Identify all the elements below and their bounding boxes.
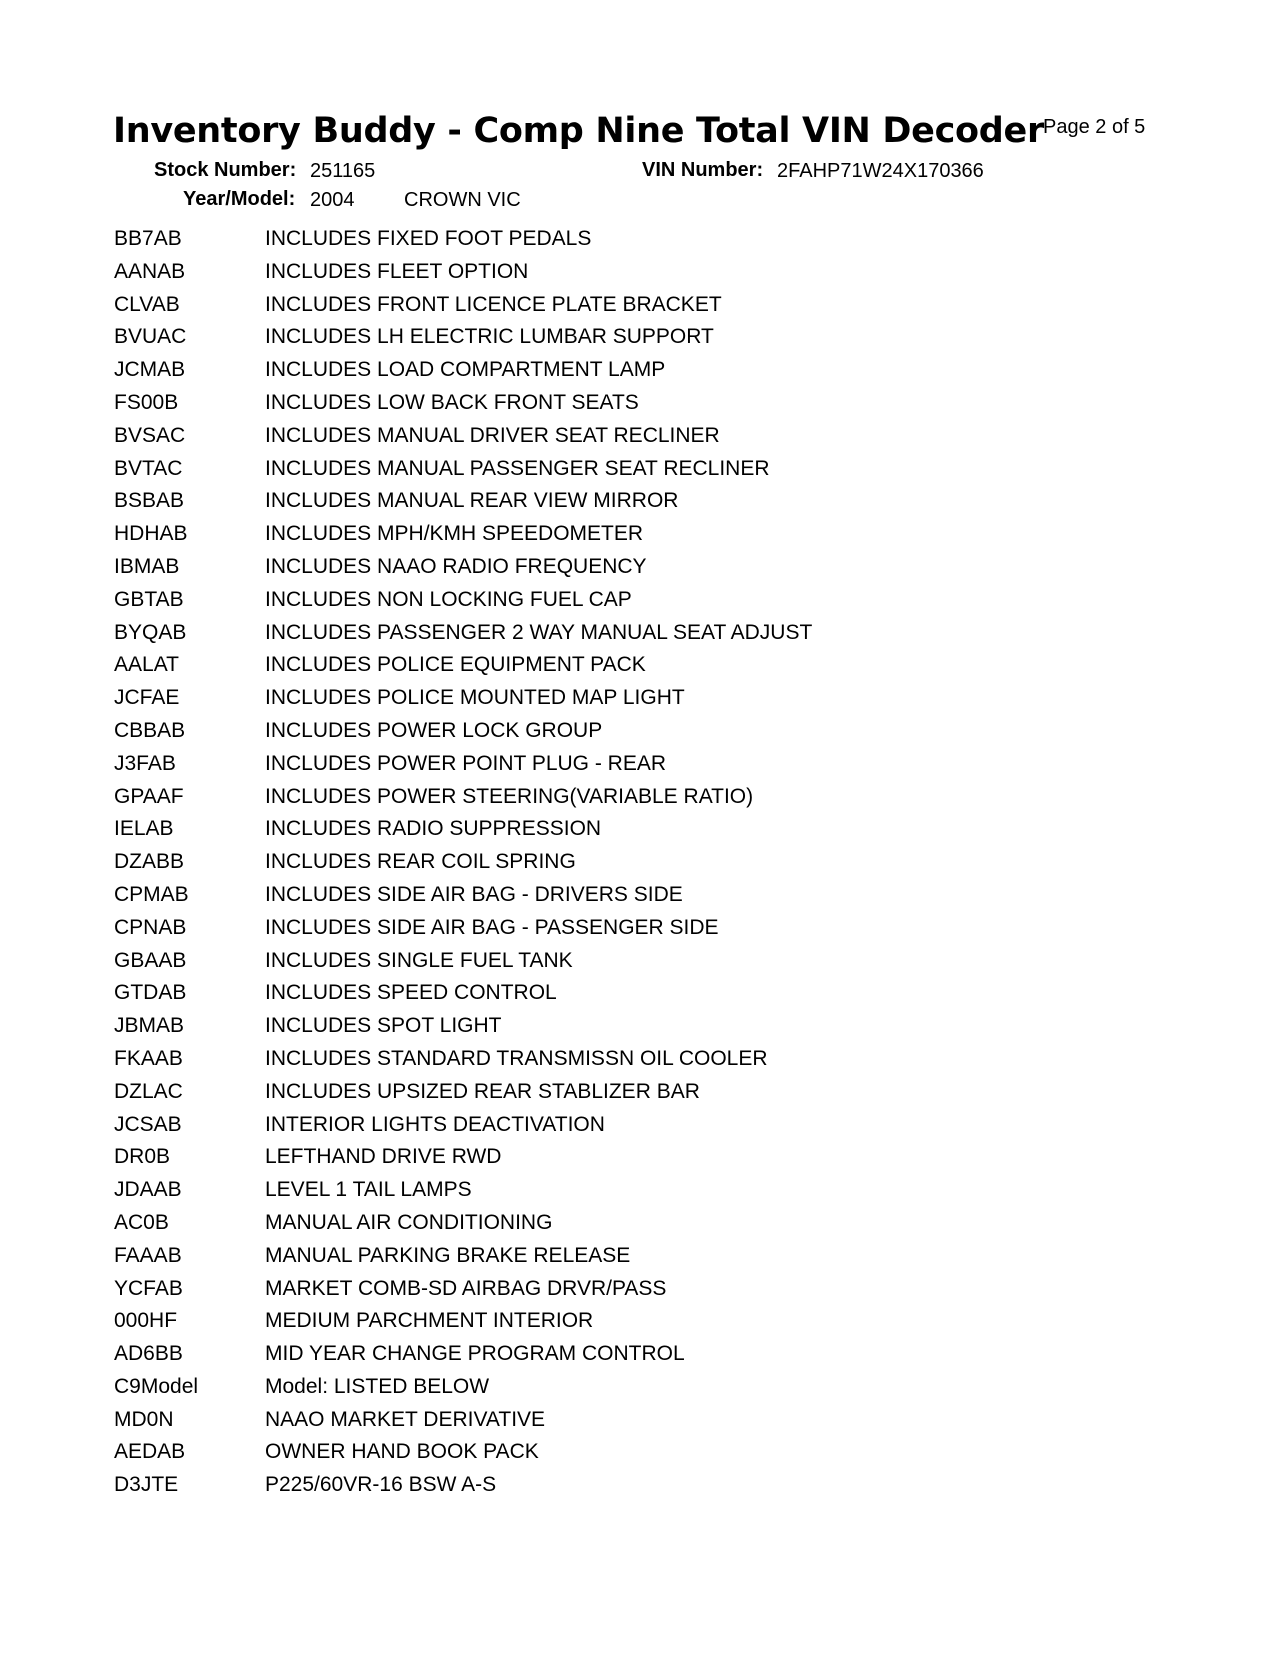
option-row <box>114 1375 812 1408</box>
option-code: BVSAC <box>114 423 186 447</box>
option-row <box>114 1211 812 1244</box>
option-code: FAAAB <box>114 1243 182 1267</box>
options-list <box>114 227 812 1506</box>
option-description: OWNER HAND BOOK PACK <box>265 1440 539 1464</box>
option-description: P225/60VR-16 BSW A-S <box>265 1473 497 1497</box>
year-value: 2004 <box>310 189 355 211</box>
option-row <box>114 916 812 949</box>
option-code: BB7AB <box>114 227 182 250</box>
option-row <box>114 227 812 260</box>
option-code: GBTAB <box>114 587 184 611</box>
option-row <box>114 1113 812 1146</box>
option-row <box>114 1277 812 1310</box>
option-code: GTDAB <box>114 981 187 1005</box>
option-row <box>114 358 812 391</box>
option-description: INCLUDES UPSIZED REAR STABLIZER BAR <box>265 1079 700 1103</box>
option-description: INCLUDES POLICE MOUNTED MAP LIGHT <box>265 686 685 710</box>
option-row <box>114 785 812 818</box>
option-code: CPNAB <box>114 915 187 939</box>
option-row <box>114 883 812 916</box>
option-code: C9Model <box>114 1374 199 1398</box>
option-code: BYQAB <box>114 620 187 644</box>
vin-number-value: 2FAHP71W24X170366 <box>777 160 984 182</box>
option-description: MANUAL AIR CONDITIONING <box>265 1210 553 1234</box>
option-code: HDHAB <box>114 522 188 546</box>
option-description: INTERIOR LIGHTS DEACTIVATION <box>265 1112 605 1136</box>
option-row <box>114 653 812 686</box>
option-description: INCLUDES REAR COIL SPRING <box>265 850 576 874</box>
option-description: MARKET COMB-SD AIRBAG DRVR/PASS <box>265 1276 667 1300</box>
option-code: CLVAB <box>114 292 180 316</box>
option-description: INCLUDES POWER STEERING(VARIABLE RATIO) <box>265 784 754 808</box>
option-row <box>114 424 812 457</box>
option-description: LEFTHAND DRIVE RWD <box>265 1145 502 1169</box>
option-code: DR0B <box>114 1145 171 1169</box>
option-row <box>114 1342 812 1375</box>
option-description: INCLUDES RADIO SUPPRESSION <box>265 817 602 841</box>
page-title: Inventory Buddy - Comp Nine Total VIN Decoder <box>113 111 1044 151</box>
option-description: INCLUDES LOAD COMPARTMENT LAMP <box>265 358 666 382</box>
option-description: INCLUDES SINGLE FUEL TANK <box>265 948 573 972</box>
option-row <box>114 555 812 588</box>
year-model-label: Year/Model: <box>183 188 296 210</box>
option-row <box>114 260 812 293</box>
option-code: IBMAB <box>114 554 180 578</box>
option-code: CPMAB <box>114 882 189 906</box>
option-row <box>114 1047 812 1080</box>
option-code: YCFAB <box>114 1276 183 1300</box>
option-code: JDAAB <box>114 1178 182 1202</box>
option-row <box>114 293 812 326</box>
option-code: BVTAC <box>114 456 183 480</box>
option-code: BSBAB <box>114 489 185 513</box>
option-description: Model: LISTED BELOW <box>265 1374 490 1398</box>
option-row <box>114 1309 812 1342</box>
option-code: MD0N <box>114 1407 174 1431</box>
option-description: INCLUDES MANUAL DRIVER SEAT RECLINER <box>265 423 720 447</box>
option-description: MANUAL PARKING BRAKE RELEASE <box>265 1243 631 1267</box>
option-row <box>114 1014 812 1047</box>
option-description: INCLUDES PASSENGER 2 WAY MANUAL SEAT ADJUST <box>265 620 813 644</box>
option-description: INCLUDES SIDE AIR BAG - PASSENGER SIDE <box>265 915 719 939</box>
option-row <box>114 588 812 621</box>
option-description: INCLUDES POWER POINT PLUG - REAR <box>265 751 667 775</box>
option-row <box>114 981 812 1014</box>
option-code: AD6BB <box>114 1342 183 1366</box>
option-row <box>114 489 812 522</box>
option-description: INCLUDES STANDARD TRANSMISSN OIL COOLER <box>265 1046 768 1070</box>
option-code: D3JTE <box>114 1473 179 1497</box>
stock-number-label: Stock Number: <box>154 159 297 181</box>
option-description: LEVEL 1 TAIL LAMPS <box>265 1178 472 1202</box>
option-description: INCLUDES POLICE EQUIPMENT PACK <box>265 653 646 677</box>
option-description: INCLUDES FRONT LICENCE PLATE BRACKET <box>265 292 722 316</box>
option-row <box>114 850 812 883</box>
option-code: GPAAF <box>114 784 184 808</box>
option-description: INCLUDES MANUAL PASSENGER SEAT RECLINER <box>265 456 770 480</box>
option-row <box>114 1440 812 1473</box>
option-row <box>114 1178 812 1211</box>
option-code: CBBAB <box>114 718 186 742</box>
option-row <box>114 1244 812 1277</box>
option-row <box>114 325 812 358</box>
option-description: NAAO MARKET DERIVATIVE <box>265 1407 546 1431</box>
option-description: INCLUDES SPOT LIGHT <box>265 1014 502 1038</box>
option-code: JCFAE <box>114 686 180 710</box>
option-code: J3FAB <box>114 751 176 775</box>
option-description: INCLUDES SIDE AIR BAG - DRIVERS SIDE <box>265 882 683 906</box>
option-row <box>114 686 812 719</box>
option-description: INCLUDES NAAO RADIO FREQUENCY <box>265 554 647 578</box>
option-row <box>114 817 812 850</box>
page-indicator: Page 2 of 5 <box>1043 116 1146 138</box>
stock-number-value: 251165 <box>310 160 376 182</box>
option-row <box>114 719 812 752</box>
option-code: 000HF <box>114 1309 178 1333</box>
option-code: DZABB <box>114 850 185 874</box>
option-description: MEDIUM PARCHMENT INTERIOR <box>265 1309 594 1333</box>
option-description: INCLUDES MPH/KMH SPEEDOMETER <box>265 522 644 546</box>
option-code: AEDAB <box>114 1440 186 1464</box>
vin-number-label: VIN Number: <box>642 159 764 181</box>
option-code: AANAB <box>114 259 186 283</box>
option-code: JCMAB <box>114 358 186 382</box>
option-row <box>114 1080 812 1113</box>
option-code: BVUAC <box>114 325 187 349</box>
option-code: GBAAB <box>114 948 187 972</box>
option-description: INCLUDES NON LOCKING FUEL CAP <box>265 587 632 611</box>
option-row <box>114 522 812 555</box>
option-code: AC0B <box>114 1210 169 1234</box>
option-description: MID YEAR CHANGE PROGRAM CONTROL <box>265 1342 685 1366</box>
option-code: JCSAB <box>114 1112 182 1136</box>
option-description: INCLUDES FIXED FOOT PEDALS <box>265 227 592 250</box>
option-row <box>114 1408 812 1441</box>
option-row <box>114 1473 812 1506</box>
option-code: AALAT <box>114 653 179 677</box>
option-description: INCLUDES POWER LOCK GROUP <box>265 718 603 742</box>
option-row <box>114 621 812 654</box>
option-row <box>114 391 812 424</box>
option-description: INCLUDES MANUAL REAR VIEW MIRROR <box>265 489 679 513</box>
option-code: FS00B <box>114 390 179 414</box>
option-description: INCLUDES LOW BACK FRONT SEATS <box>265 390 639 414</box>
option-code: IELAB <box>114 817 174 841</box>
option-code: DZLAC <box>114 1079 183 1103</box>
option-description: INCLUDES LH ELECTRIC LUMBAR SUPPORT <box>265 325 714 349</box>
option-row <box>114 457 812 490</box>
option-row <box>114 752 812 785</box>
option-description: INCLUDES SPEED CONTROL <box>265 981 557 1005</box>
model-value: CROWN VIC <box>404 189 521 211</box>
option-description: INCLUDES FLEET OPTION <box>265 259 529 283</box>
option-row <box>114 1145 812 1178</box>
option-code: FKAAB <box>114 1046 183 1070</box>
option-row <box>114 949 812 982</box>
option-code: JBMAB <box>114 1014 185 1038</box>
